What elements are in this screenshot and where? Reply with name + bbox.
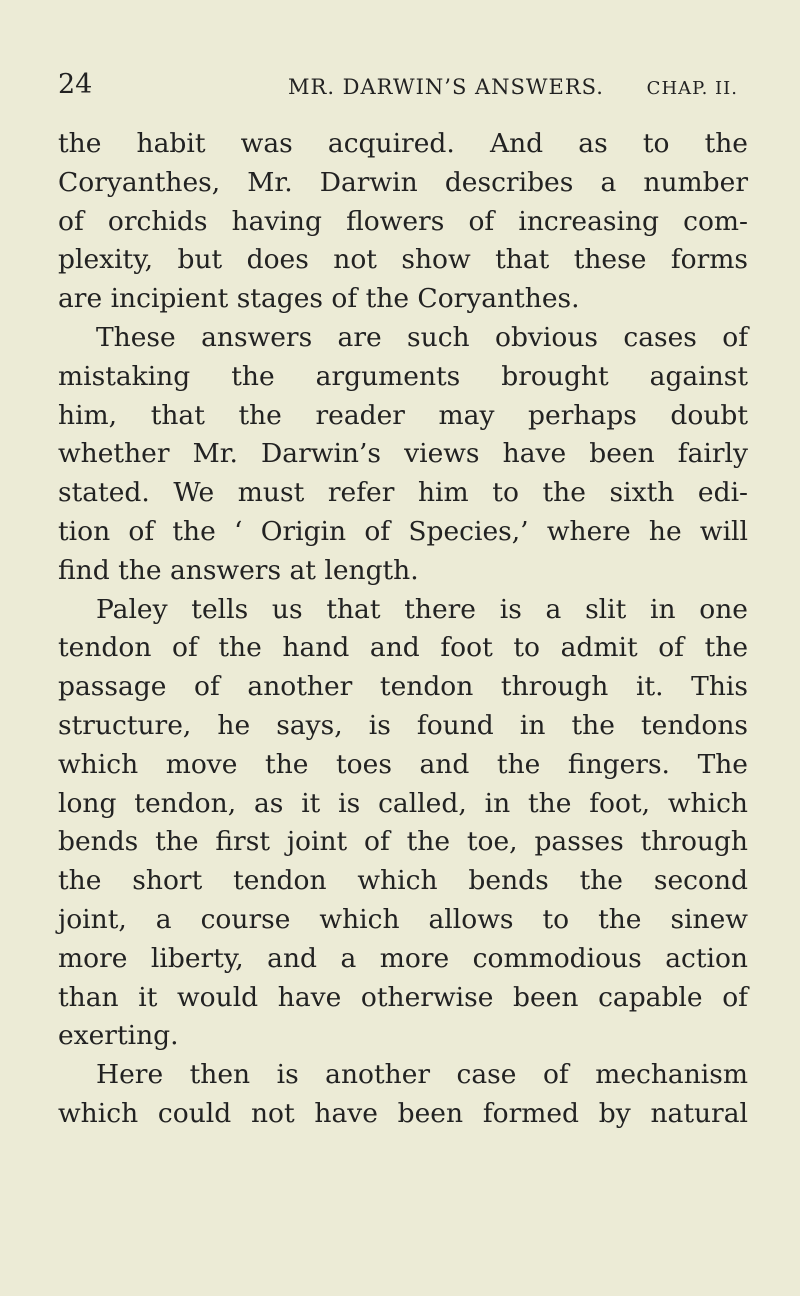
text-line: tendon of the hand and foot to admit of the bbox=[58, 632, 748, 664]
text-line: are incipient stages of the Coryanthes. bbox=[58, 283, 580, 315]
text-line: which could not have been formed by natural bbox=[58, 1097, 748, 1129]
text-line: the short tendon which bends the second bbox=[58, 865, 748, 897]
page-number: 24 bbox=[58, 69, 93, 100]
text-line: joint, a course which allows to the sinew bbox=[58, 903, 748, 935]
text-line: of orchids having flowers of increasing com- bbox=[58, 205, 748, 237]
text-line: than it would have otherwise been capable of bbox=[58, 981, 748, 1013]
text-line: structure, he says, is found in the tendons bbox=[58, 709, 748, 741]
text-line: plexity, but does not show that these forms bbox=[58, 244, 748, 276]
body-text bbox=[58, 125, 748, 1134]
text-line: These answers are such obvious cases of bbox=[96, 321, 748, 353]
text-line: which move the toes and the fingers. The bbox=[58, 748, 748, 780]
text-line: Here then is another case of mechanism bbox=[96, 1059, 748, 1091]
text-line: the habit was acquired. And as to the bbox=[58, 128, 748, 159]
text-line: Coryanthes, Mr. Darwin describes a number bbox=[58, 166, 748, 198]
text-line: stated. We must refer him to the sixth edi- bbox=[58, 477, 748, 509]
text-line: bends the first joint of the toe, passes through bbox=[58, 826, 748, 858]
text-line: more liberty, and a more commodious action bbox=[58, 942, 748, 974]
text-line: Paley tells us that there is a slit in one bbox=[96, 593, 748, 625]
running-title: MR. DARWIN’S ANSWERS. bbox=[288, 75, 604, 99]
text-line: him, that the reader may perhaps doubt bbox=[58, 399, 748, 431]
text-line: long tendon, as it is called, in the foot, which bbox=[58, 787, 748, 819]
text-line: find the answers at length. bbox=[58, 554, 419, 586]
text-line: whether Mr. Darwin’s views have been fairly bbox=[58, 438, 748, 470]
text-line: tion of the ‘ Origin of Species,’ where he will bbox=[58, 515, 748, 547]
text-line: exerting. bbox=[58, 1020, 179, 1052]
running-head bbox=[58, 68, 738, 108]
chapter-reference: CHAP. II. bbox=[646, 78, 738, 99]
text-line: passage of another tendon through it. This bbox=[58, 671, 748, 703]
text-line: mistaking the arguments brought against bbox=[58, 360, 748, 392]
